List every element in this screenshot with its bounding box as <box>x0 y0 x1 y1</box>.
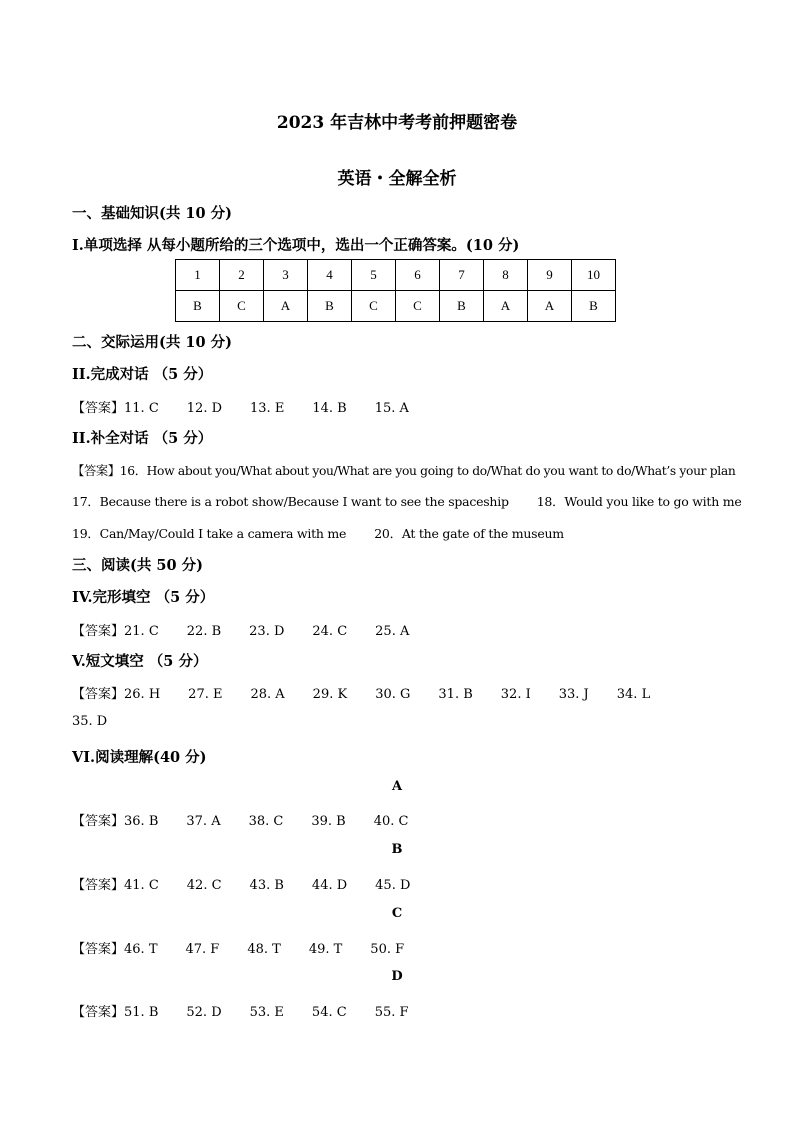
table-cell: A <box>484 291 528 322</box>
table-cell: C <box>220 291 264 322</box>
table-cell: B <box>572 291 616 322</box>
table-cell: 5 <box>352 260 396 291</box>
answer-line-19-20: 19．Can/May/Could I take a camera with me 20．At the gate of the museum <box>72 526 564 541</box>
answer-line-passage-d: 【答案】51. B 52. D 53. E 54. C 55. F <box>72 1005 409 1020</box>
answer-tag: 【答案】 <box>72 624 125 639</box>
passage-label-b: B <box>391 842 403 857</box>
answer-tag: 【答案】 <box>72 687 125 702</box>
answer-tag: 【答案】 <box>72 401 125 416</box>
part-heading-reading-comprehension: VI.阅读理解(40 分) <box>72 749 207 766</box>
passage-label-c: C <box>391 906 403 921</box>
answer-table <box>175 259 616 322</box>
section-heading-reading: 三、阅读(共 50 分) <box>72 557 203 574</box>
table-cell: 6 <box>396 260 440 291</box>
answer-line-part2: 【答案】11. C 12. D 13. E 14. B 15. A <box>72 401 409 416</box>
table-cell: 4 <box>308 260 352 291</box>
table-cell: 10 <box>572 260 616 291</box>
answer-line-16: 【答案】16．How about you/What about you/What are you going to do/What do you want to do/What’s your plan <box>72 464 736 478</box>
answer-tag: 【答案】 <box>72 942 125 957</box>
table-cell: 9 <box>528 260 572 291</box>
part-heading-fill-dialogue: II.补全对话 （5 分） <box>72 430 213 447</box>
table-cell: 2 <box>220 260 264 291</box>
passage-label-d: D <box>391 969 403 984</box>
answer-line-17-18: 17．Because there is a robot show/Because I want to see the spaceship 18．Would you like to go with me <box>72 494 742 509</box>
table-cell: B <box>176 291 220 322</box>
answer-line-part5: 【答案】26. H 27. E 28. A 29. K 30. G 31. B 32. I 33. J 34. L <box>72 687 651 702</box>
table-cell: 1 <box>176 260 220 291</box>
answer-tag: 【答案】 <box>72 1005 125 1020</box>
answer-line-passage-c: 【答案】46. T 47. F 48. T 49. T 50. F <box>72 942 405 957</box>
table-cell: B <box>308 291 352 322</box>
table-cell: A <box>264 291 308 322</box>
part-heading-cloze: IV.完形填空 （5 分） <box>72 589 215 606</box>
part-heading-single-choice: I.单项选择 从每小题所给的三个选项中，选出一个正确答案。(10 分) <box>72 237 520 254</box>
table-cell: 7 <box>440 260 484 291</box>
passage-label-a: A <box>391 779 403 794</box>
answer-line-part5-wrap: 35. D <box>72 714 108 729</box>
table-cell: C <box>352 291 396 322</box>
table-cell: B <box>440 291 484 322</box>
section-heading-communication: 二、交际运用(共 10 分) <box>72 334 232 351</box>
table-cell: C <box>396 291 440 322</box>
table-cell: 8 <box>484 260 528 291</box>
section-heading-basics: 一、基础知识(共 10 分) <box>72 205 232 222</box>
part-heading-passage-fill: V.短文填空 （5 分） <box>72 653 208 670</box>
table-row-answers <box>176 291 616 322</box>
table-row-numbers <box>176 260 616 291</box>
answer-line-passage-b: 【答案】41. C 42. C 43. B 44. D 45. D <box>72 878 411 893</box>
answer-line-part4: 【答案】21. C 22. B 23. D 24. C 25. A <box>72 624 410 639</box>
page-subtitle: 英语・全解全析 <box>337 169 457 189</box>
page-title: 2023 年吉林中考考前押题密卷 <box>276 113 518 133</box>
part-heading-complete-dialogue: II.完成对话 （5 分） <box>72 366 213 383</box>
answer-tag: 【答案】 <box>72 814 125 829</box>
table-cell: 3 <box>264 260 308 291</box>
table-cell: A <box>528 291 572 322</box>
answer-line-passage-a: 【答案】36. B 37. A 38. C 39. B 40. C <box>72 814 409 829</box>
answer-tag: 【答案】 <box>72 878 125 893</box>
